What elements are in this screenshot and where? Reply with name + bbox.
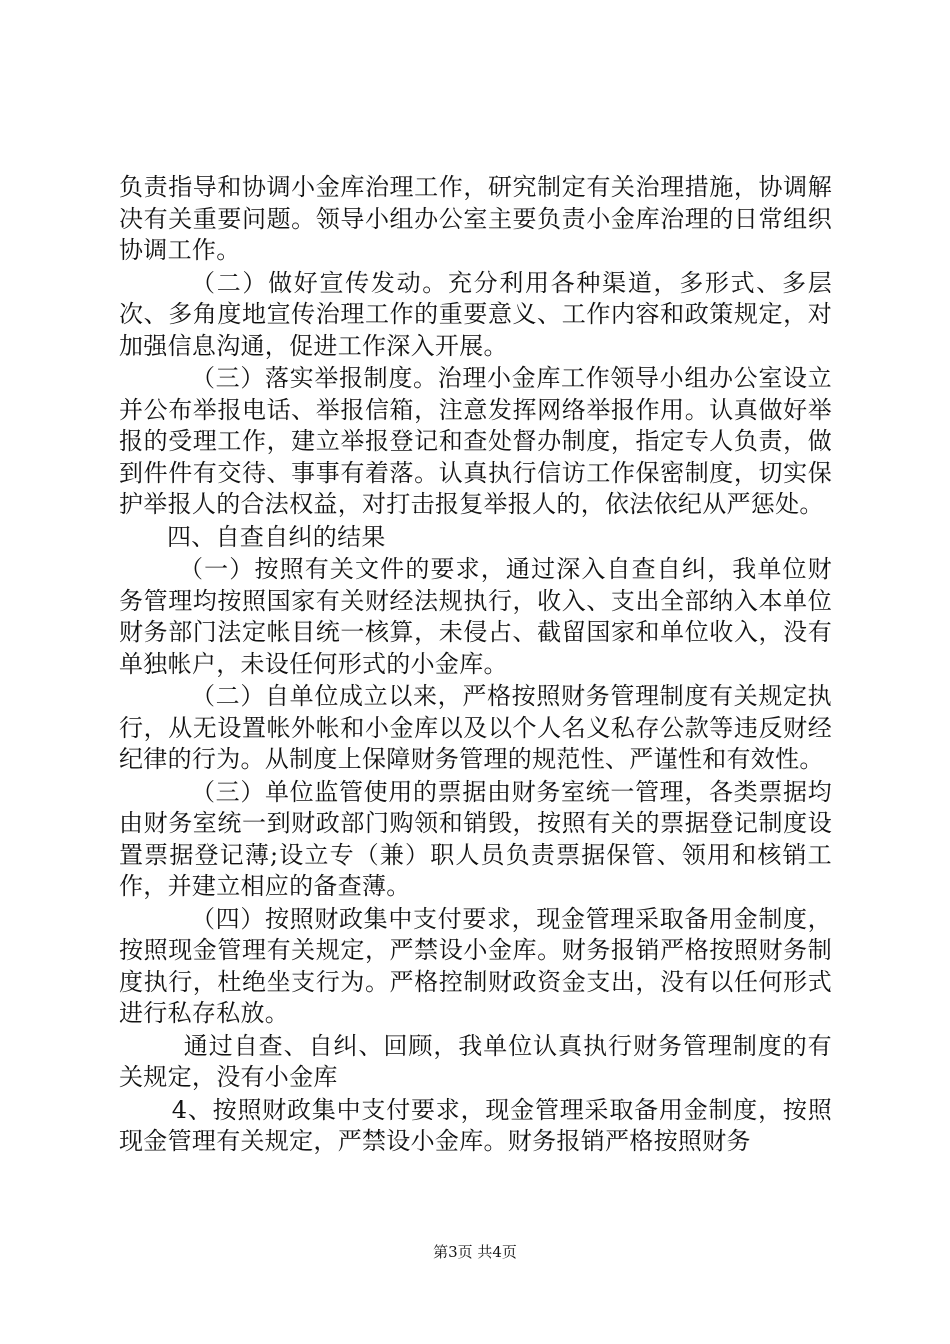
- page-number-footer: 第3页 共4页: [433, 1243, 517, 1261]
- paragraph-10: 4、按照财政集中支付要求，现金管理采取备用金制度，按照现金管理有关规定，严禁设小金库。财务报销严格按照财务: [119, 1095, 832, 1155]
- paragraph-1: 负责指导和协调小金库治理工作，研究制定有关治理措施，协调解决有关重要问题。领导小组办公室主要负责小金库治理的日常组织协调工作。: [119, 173, 832, 264]
- paragraph-5: （一）按照有关文件的要求，通过深入自查自纠，我单位财务管理均按照国家有关财经法规执行，收入、支出全部纳入本单位财务部门法定帐目统一核算，未侵占、截留国家和单位收入，没有单独帐户，未设任何形式的小金库。: [119, 555, 832, 678]
- paragraph-3: （三）落实举报制度。治理小金库工作领导小组办公室设立并公布举报电话、举报信箱，注意发挥网络举报作用。认真做好举报的受理工作，建立举报登记和查处督办制度，指定专人负责，做到件件有交待、事事有着落。认真执行信访工作保密制度，切实保护举报人的合法权益，对打击报复举报人的，依法依纪从严惩处。: [119, 364, 832, 518]
- document-body: [119, 172, 832, 1158]
- paragraph-6: （二）自单位成立以来，严格按照财务管理制度有关规定执行，从无设置帐外帐和小金库以及以个人名义私存公款等违反财经纪律的行为。从制度上保障财务管理的规范性、严谨性和有效性。: [119, 682, 832, 773]
- section-heading-4: 四、自查自纠的结果: [167, 522, 386, 551]
- paragraph-9: 通过自查、自纠、回顾，我单位认真执行财务管理制度的有关规定，没有小金库: [119, 1031, 832, 1091]
- paragraph-2: （二）做好宣传发动。充分利用各种渠道，多形式、多层次、多角度地宣传治理工作的重要意义、工作内容和政策规定，对加强信息沟通，促进工作深入开展。: [119, 268, 832, 360]
- paragraph-7: （三）单位监管使用的票据由财务室统一管理，各类票据均由财务室统一到财政部门购领和销毁，按照有关的票据登记制度设置票据登记薄;设立专（兼）职人员负责票据保管、领用和核销工作，并建立相应的备查薄。: [119, 777, 832, 900]
- paragraph-8: （四）按照财政集中支付要求，现金管理采取备用金制度，按照现金管理有关规定，严禁设小金库。财务报销严格按照财务制度执行，杜绝坐支行为。严格控制财政资金支出，没有以任何形式进行私存私放。: [119, 904, 832, 1027]
